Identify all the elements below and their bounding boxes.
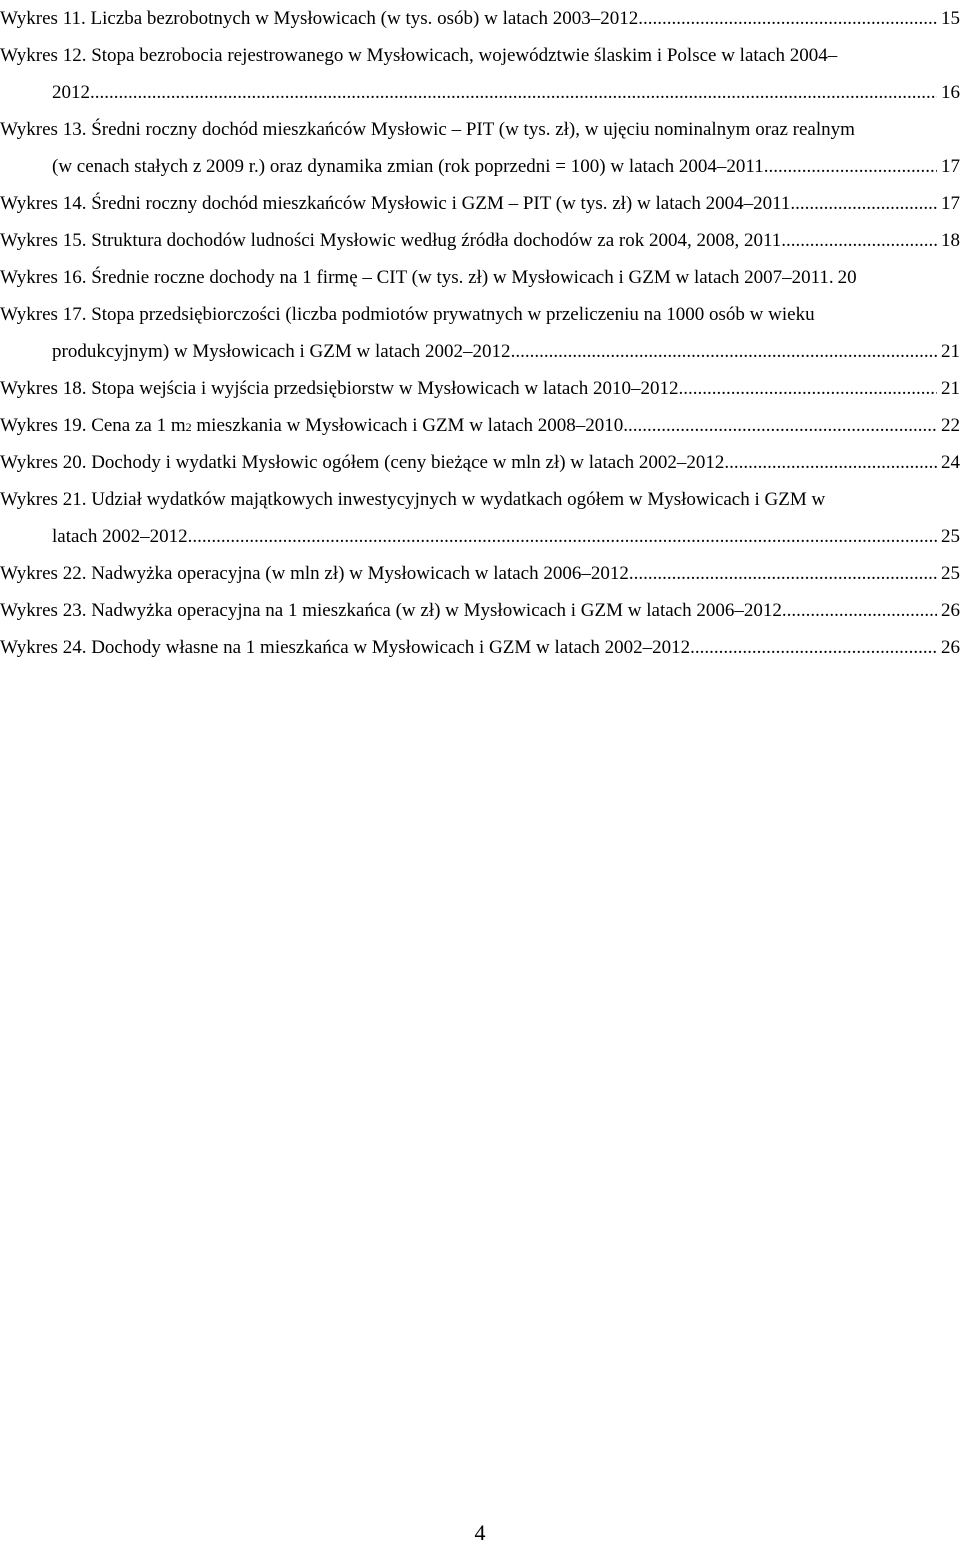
page-number: 4 [474,1520,486,1545]
entry-label: Wykres 20. [0,452,87,473]
list-of-figures [0,0,960,666]
dot-leader [511,333,937,370]
toc-entry-wykres-18[interactable] [0,370,960,407]
entry-page-number: 25 [941,563,960,584]
entry-label: Wykres 21. [0,489,87,510]
entry-page-number: 15 [941,8,960,29]
toc-entry-wykres-17[interactable] [0,296,960,370]
entry-title-line-1: Udział wydatków majątkowych inwestycyjnych w wydatkach ogółem w Mysłowicach i GZM w [91,489,826,510]
toc-entry-wykres-24[interactable] [0,629,960,666]
entry-title: Średnie roczne dochody na 1 firmę – CIT (w tys. zł) w Mysłowicach i GZM w latach 2007–2011. [91,267,834,288]
dot-leader [782,592,937,629]
entry-label: Wykres 15. [0,230,87,251]
entry-page-number: 22 [941,415,960,436]
entry-title: Dochody i wydatki Mysłowic ogółem (ceny bieżące w mln zł) w latach 2002–2012 [91,452,725,473]
toc-entry-wykres-14[interactable] [0,185,960,222]
dot-leader [629,555,937,592]
entry-title-line-2: produkcyjnym) w Mysłowicach i GZM w latach 2002–2012 [52,341,511,362]
toc-entry-wykres-23[interactable] [0,592,960,629]
entry-label: Wykres 18. [0,378,87,399]
entry-page-number: 20 [837,267,857,288]
entry-title-line-2: 2012 [52,82,90,103]
dot-leader [679,370,938,407]
entry-label: Wykres 24. [0,637,87,658]
entry-label: Wykres 19. [0,415,87,436]
entry-title-line-1: Stopa przedsiębiorczości (liczba podmiotów prywatnych w przeliczeniu na 1000 osób w wieku [91,304,815,325]
dot-leader [90,74,937,111]
toc-entry-wykres-11[interactable] [0,0,960,37]
dot-leader [690,629,937,666]
toc-entry-wykres-19[interactable]: Wykres 19. Cena za 1 m 2 mieszkania w Mysłowicach i GZM w latach 2008–2010 ..... 22 [0,407,960,444]
entry-label: Wykres 13. [0,119,87,140]
entry-page-number: 26 [941,637,960,658]
entry-title: Liczba bezrobotnych w Mysłowicach (w tys. osób) w latach 2003–2012 [90,8,639,29]
entry-page-number: 16 [941,82,960,103]
entry-label: Wykres 16. [0,267,87,288]
entry-title-line-1: Średni roczny dochód mieszkańców Mysłowic – PIT (w tys. zł), w ujęciu nominalnym oraz realnym [91,119,855,140]
dot-leader [188,518,937,555]
entry-title: Nadwyżka operacyjna (w mln zł) w Mysłowicach w latach 2006–2012 [91,563,629,584]
toc-entry-wykres-15[interactable] [0,222,960,259]
toc-entry-wykres-12[interactable] [0,37,960,111]
toc-entry-wykres-13[interactable] [0,111,960,185]
toc-entry-wykres-22[interactable] [0,555,960,592]
entry-page-number: 18 [941,230,960,251]
entry-title-line-2: latach 2002–2012 [52,526,188,547]
entry-title-part-1: Cena za 1 m [91,415,186,436]
toc-entry-wykres-16[interactable] [0,259,960,296]
entry-label: Wykres 11. [0,8,86,29]
entry-label: Wykres 17. [0,304,87,325]
entry-page-number: 17 [941,156,960,177]
entry-page-number: 24 [941,452,960,473]
entry-page-number: 25 [941,526,960,547]
entry-title: Nadwyżka operacyjna na 1 mieszkańca (w zł) w Mysłowicach i GZM w latach 2006–2012 [91,600,782,621]
toc-entry-wykres-20[interactable] [0,444,960,481]
dot-leader [724,444,937,481]
entry-page-number: 21 [941,341,960,362]
dot-leader [623,407,937,444]
dot-leader [764,148,937,185]
entry-title: Struktura dochodów ludności Mysłowic według źródła dochodów za rok 2004, 2008, 2011 [91,230,782,251]
entry-label: Wykres 23. [0,600,87,621]
entry-title: Dochody własne na 1 mieszkańca w Mysłowicach i GZM w latach 2002–2012 [91,637,691,658]
dot-leader [790,185,937,222]
entry-title-line-1: Stopa bezrobocia rejestrowanego w Mysłowicach, województwie ślaskim i Polsce w latach 2004– [91,45,838,66]
entry-title-part-2: mieszkania w Mysłowicach i GZM w latach 2008–2010 [191,415,624,436]
entry-title: Stopa wejścia i wyjścia przedsiębiorstw w Mysłowicach w latach 2010–2012 [91,378,679,399]
entry-title-line-2: (w cenach stałych z 2009 r.) oraz dynamika zmian (rok poprzedni = 100) w latach 2004–2011 [52,156,764,177]
entry-page-number: 21 [941,378,960,399]
dot-leader [781,222,937,259]
entry-title: Średni roczny dochód mieszkańców Mysłowic i GZM – PIT (w tys. zł) w latach 2004–2011 [91,193,791,214]
entry-label: Wykres 22. [0,563,87,584]
entry-label: Wykres 14. [0,193,87,214]
entry-label: Wykres 12. [0,45,87,66]
toc-entry-wykres-21[interactable] [0,481,960,555]
dot-leader [638,0,937,37]
entry-page-number: 26 [941,600,960,621]
entry-page-number: 17 [941,193,960,214]
